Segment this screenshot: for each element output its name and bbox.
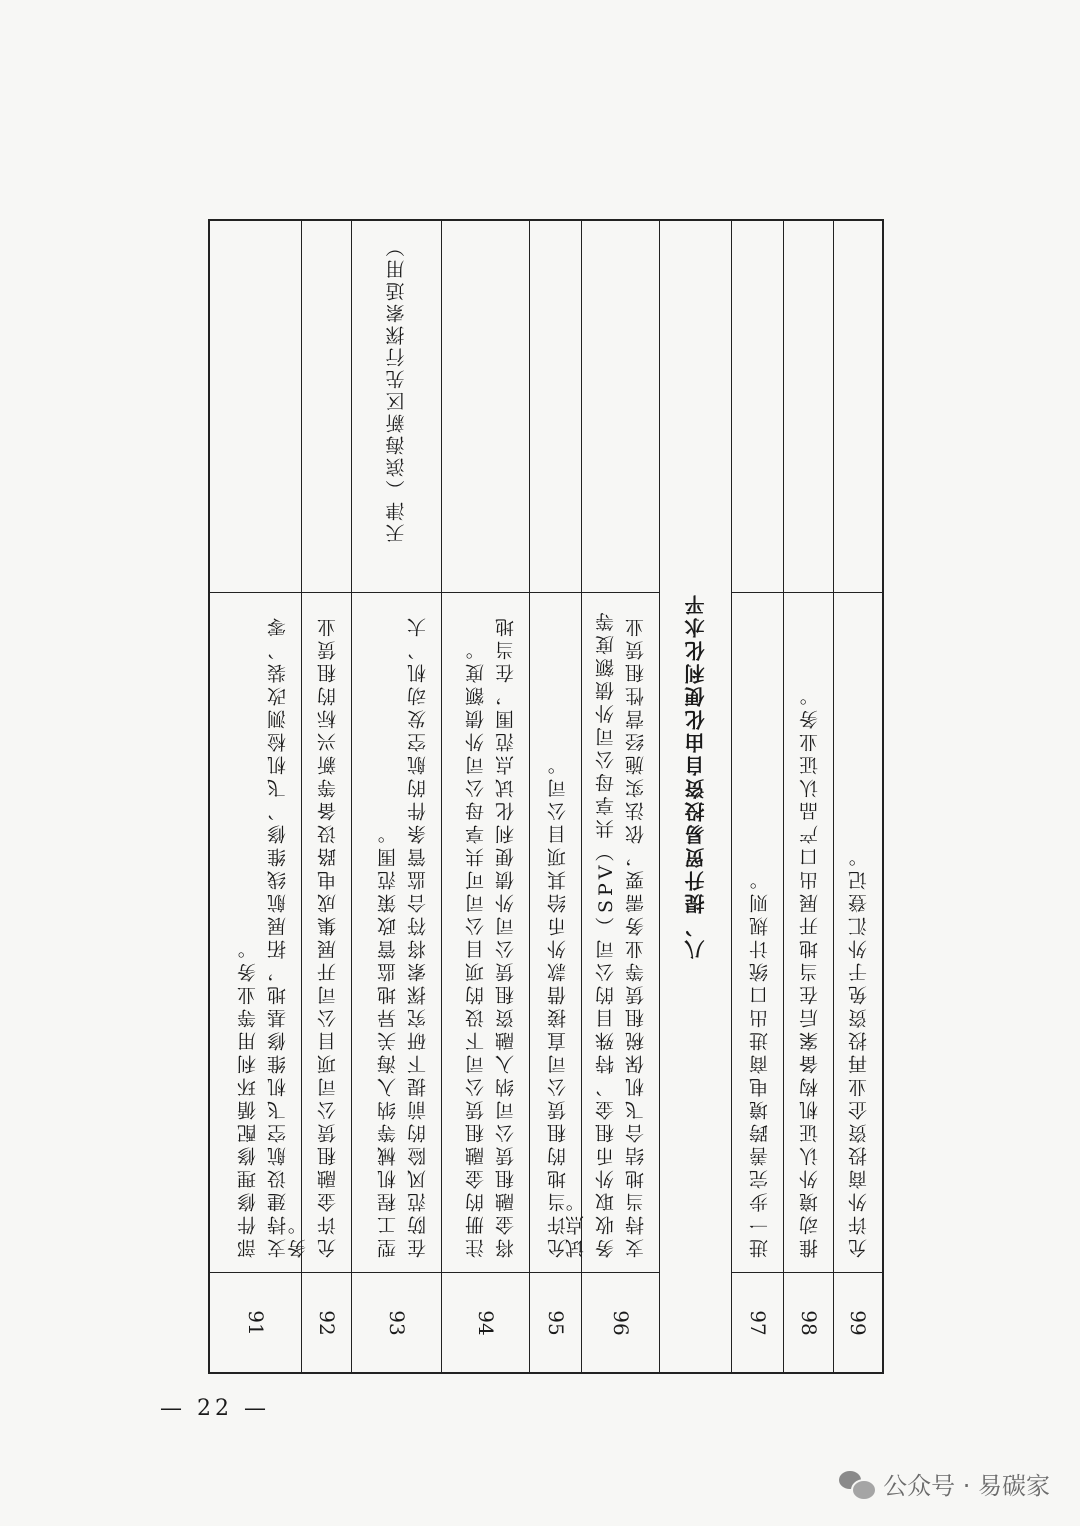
region-text: 天津（滨海新区先行探索适用） [385,235,408,543]
number-cell [442,1272,529,1372]
content-cell [287,592,351,1272]
content-text: 支持当地结合飞机保税租赁等业务需要，依法实施经营性租赁业务收取外币租金、特殊目的公司（SPV）共享母公司外债额度等试点。 [565,608,647,1258]
content-text: 支持建设航空飞机维修基地，拓展航线维修、飞机检测改装、零部件修理修配循环利用等业务。 [237,614,289,1258]
table-row [210,221,302,1372]
table-row [287,221,352,1372]
number-cell [302,1272,351,1372]
row-number: 98 [796,1309,821,1336]
region-cell [210,221,301,594]
table-row [732,221,784,1372]
row-number: 95 [543,1309,568,1336]
number-cell [784,1272,833,1372]
row-number: 96 [608,1309,633,1336]
region-text [792,235,825,580]
region-cell [784,221,833,594]
number-cell [530,1272,581,1372]
page-number: — 22 — [160,1396,270,1421]
region-text [740,235,775,580]
content-text: 将金融租赁公司纳入融资租赁公司外债便利化试点范围，在当地注册的金融租赁公司下设的项目公司可共享母公司外债额度。 [465,614,517,1258]
content-cell [210,592,301,1272]
region-cell [834,221,882,594]
table-row [352,221,442,1372]
region-cell [582,221,659,594]
region-text [310,235,343,580]
row-number: 94 [473,1309,498,1336]
region-cell [302,221,351,594]
number-cell [732,1272,783,1372]
content-text: 允许外商投资企业再投资免于外汇登记。 [848,844,870,1258]
number-cell [834,1272,882,1372]
region-text [842,235,874,580]
content-cell [565,592,659,1272]
number-cell [582,1272,659,1372]
region-cell [530,221,581,594]
region-text [218,235,293,580]
region-text [538,235,573,580]
policy-table [208,219,884,1374]
watermark [839,1466,1050,1501]
content-cell [530,592,581,1272]
content-text: 在防范风险的前提下研究探索将符合监管条件的航空发动机、大型工程机械等纳入海关异地监管政策范围。 [377,614,429,1258]
row-number: 99 [846,1309,870,1336]
wechat-icon [839,1469,875,1499]
content-cell [732,592,783,1272]
watermark-text: 公众号 · 易碳家 [883,1472,1050,1500]
content-cell [834,592,882,1272]
content-text: 推动境外认证机构备案后在当地开展出口产品认证业务。 [799,683,821,1258]
content-cell [784,592,833,1272]
region-cell [442,221,529,594]
row-number: 91 [243,1309,268,1336]
table-row [442,221,530,1372]
region-cell [352,221,441,594]
content-cell [442,592,529,1272]
table-row [834,221,882,1372]
table-row [784,221,834,1372]
section-heading: 八、提升贸易投资自由化便利化水平 [684,592,708,961]
table-row [565,221,660,1372]
row-number: 93 [384,1309,409,1336]
row-number: 97 [745,1309,770,1336]
number-cell [352,1272,441,1372]
content-text: 进一步完善跨境电商进出口统计规则。 [749,867,771,1258]
row-number: 92 [314,1309,339,1336]
section-heading-row [660,221,732,1372]
content-text: 允许当地的租赁公司直接借款外币给其项目公司。 [547,752,569,1258]
content-cell [352,592,441,1272]
region-text [450,235,521,580]
region-text [590,235,651,580]
region-cell [732,221,783,594]
content-text: 允许金融租赁公司项目公司开展集成电路设备等新兴标的租赁业务。 [287,614,339,1258]
number-cell [210,1272,301,1372]
